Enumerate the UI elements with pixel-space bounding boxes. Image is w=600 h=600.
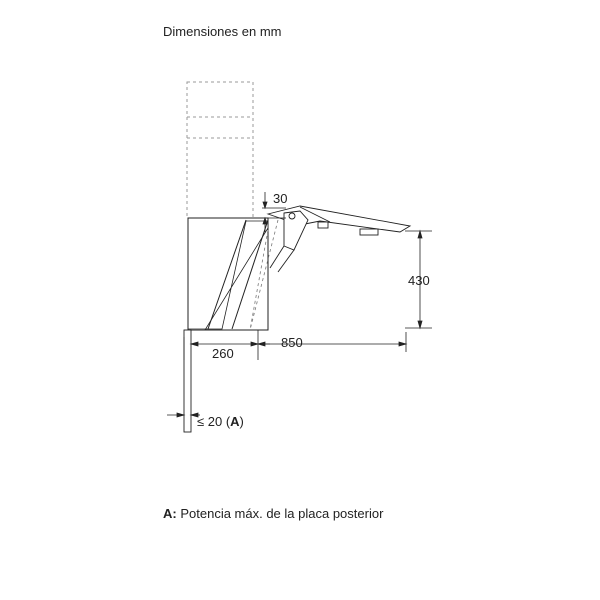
hood-body — [188, 218, 268, 330]
back-plate — [184, 330, 191, 432]
diagram-title: Dimensiones en mm — [163, 24, 282, 39]
footnote-key: A: — [163, 506, 177, 521]
dimension-430-label: 430 — [408, 273, 430, 288]
lid-mechanism — [268, 206, 410, 272]
dimension-30-label: 30 — [273, 191, 288, 206]
footnote — [163, 506, 383, 521]
dimension-20-label: ≤ 20 (A) — [197, 414, 244, 429]
dimension-20 — [167, 413, 200, 417]
footnote-text: Potencia máx. de la placa posterior — [180, 506, 384, 521]
dimension-260-label: 260 — [212, 346, 234, 361]
chimney-outline — [187, 82, 253, 218]
dimension-850-label: 850 — [281, 335, 303, 350]
